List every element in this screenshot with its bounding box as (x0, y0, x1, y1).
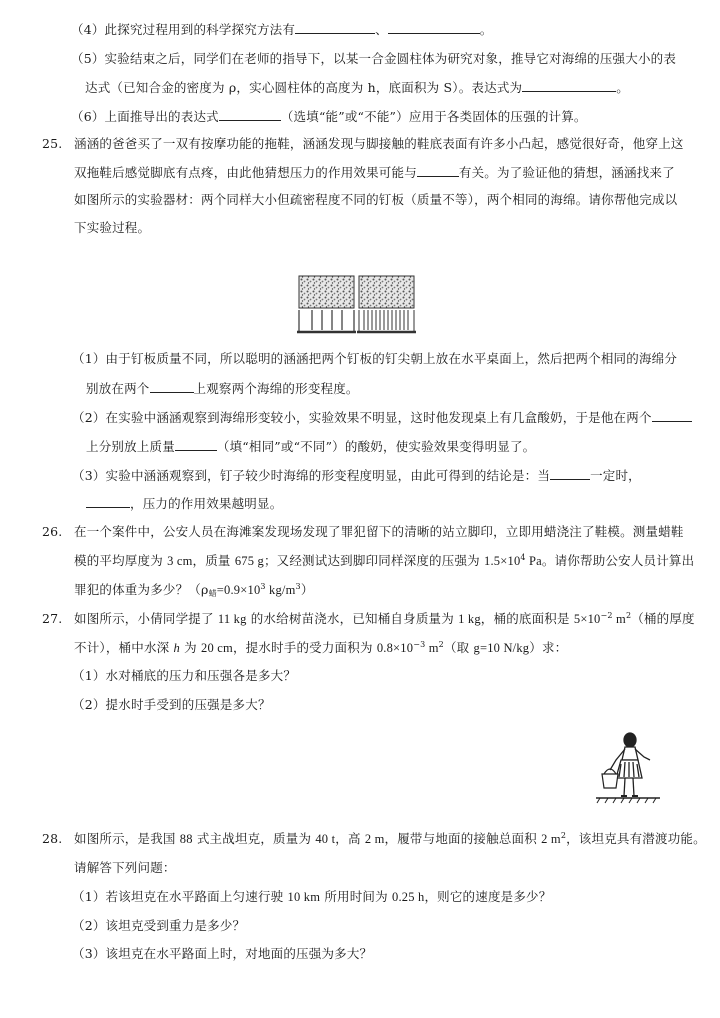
q26-number: 26. (42, 524, 63, 539)
q25-step3-line1: （3）实验中涵涵观察到，钉子较少时海绵的形变程度明显，由此可得到的结论是：当 一定时， (72, 468, 641, 483)
q26-line1: 26. 在一个案件中，公安人员在海滩案发现场发现了罪犯留下的清晰的站立脚印，立即用蜡浇注了鞋模。测量蜡鞋 (42, 524, 684, 539)
q25-step1-line2: 别放在两个 上观察两个海绵的形变程度。 (86, 381, 359, 396)
q25-number: 25. (42, 136, 63, 151)
q27-number: 27. (42, 611, 63, 626)
q25-step3-blank2[interactable] (86, 494, 130, 508)
q26-line3: 罪犯的体重为多少？（$\rho_蜡=0.9\times 10^3$ $kg/m^3$） (74, 582, 314, 598)
ground (596, 798, 660, 803)
q28-line1: 28. 如图所示，是我国 88 式主战坦克，质量为 40 t，高 2 m，履带与地面的接触总面积 2 $m^2$，该坦克具有潜渡功能。 (42, 831, 706, 846)
q25-step2-blank2[interactable] (175, 437, 217, 451)
q25-line4: 下实验过程。 (74, 220, 151, 235)
q25-step1-line1: （1）由于钉板质量不同，所以聪明的涵涵把两个钉板的钉尖朝上放在水平桌面上，然后把两个相同的海绵分 (72, 351, 678, 366)
nail-board-sparse (297, 310, 356, 332)
sponge-left (299, 276, 354, 308)
q27-line2: 不计），桶中水深 h 为 20 cm，提水时手的受力面积为 $0.8\times 10^{-3}$ $m^2$（取 g=10 N/kg）求： (74, 640, 568, 655)
q24-part6-blank[interactable] (219, 107, 281, 121)
q25-step2-line2: 上分别放上质量 （填“相同”或“不同”）的酸奶，使实验效果变得明显了。 (86, 439, 536, 454)
q25-step3-line2: ，压力的作用效果越明显。 (86, 494, 282, 513)
q24-part6: （6）上面推导出的表达式 （选填“能”或“不能”）应用于各类固体的压强的计算。 (71, 109, 587, 124)
q26-line2: 模的平均厚度为 3 cm，质量 675 g；又经测试达到脚印同样深度的压强为 $1.5\times 10^4$ Pa。请你帮助公安人员计算出 (74, 553, 695, 568)
q25-blank-factor[interactable] (417, 163, 459, 177)
q27-sub2: （2）提水时手受到的压强是多大？ (72, 697, 271, 712)
q24-part4: （4）此探究过程用到的科学探究方法有 、 。 (71, 22, 493, 37)
q25-step2-line1: （2）在实验中涵涵观察到海绵形变较小，实验效果不明显，这时他发现桌上有几盒酸奶，于是他在两个 (72, 408, 692, 427)
q24-part5-line1: （5）实验结束之后，同学们在老师的指导下，以某一合金圆柱体为研究对象，推导它对海绵的压强大小的表 (71, 51, 677, 66)
q28-line2: 请解答下列问题： (74, 860, 176, 875)
q25-step1-blank[interactable] (150, 379, 194, 393)
girl-bucket-figure (594, 730, 662, 808)
q28-sub2: （2）该坦克受到重力是多少？ (72, 918, 246, 933)
q25-line2: 双拖鞋后感觉脚底有点疼，由此他猜想压力的作用效果可能与 有关。为了验证他的猜想，涵涵找来了 (74, 165, 675, 180)
q27-sub1: （1）水对桶底的压力和压强各是多大？ (72, 668, 297, 683)
q25-step2-blank1[interactable] (652, 408, 692, 422)
q24-part5-blank[interactable] (522, 78, 616, 92)
q28-sub3: （3）该坦克在水平路面上时，对地面的压强为多大？ (72, 946, 373, 961)
q28-number: 28. (42, 831, 63, 846)
bucket (602, 769, 618, 788)
q27-line1: 27. 如图所示，小倩同学提了 11 kg 的水给树苗浇水，已知桶自身质量为 1 kg，桶的底面积是 $5\times 10^{-2}$ $m^2$（桶的厚度 (42, 611, 695, 626)
nail-board-dense (357, 310, 416, 332)
q25-line1: 25. 涵涵的爸爸买了一双有按摩功能的拖鞋，涵涵发现与脚接触的鞋底表面有许多小凸起，感觉很好奇，他穿上这 (42, 136, 684, 151)
q25-line3: 如图所示的实验器材：两个同样大小但疏密程度不同的钉板（质量不等），两个相同的海绵。请你帮他完成以 (74, 192, 678, 207)
q24-part5-line2: 达式（已知合金的密度为 ρ，实心圆柱体的高度为 h，底面积为 S）。表达式为 。 (85, 80, 629, 95)
nail-boards-figure (294, 272, 418, 338)
sponge-right (359, 276, 414, 308)
q24-part4-blank2[interactable] (388, 20, 480, 34)
q25-step3-blank1[interactable] (550, 466, 590, 480)
q24-part4-blank1[interactable] (295, 20, 375, 34)
q28-sub1: （1）若该坦克在水平路面上匀速行驶 10 km 所用时间为 0.25 h，则它的速度是多少？ (72, 889, 552, 904)
